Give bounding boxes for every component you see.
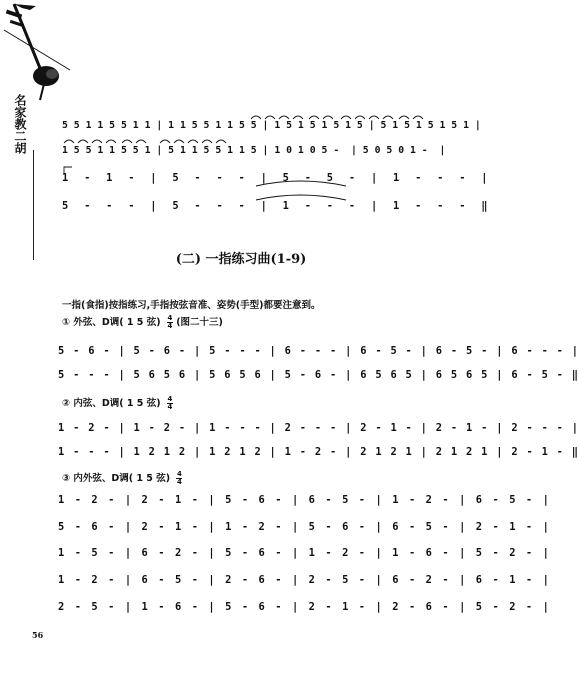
exercise-1-title: ① 外弦、D调( 1 5 弦)	[62, 317, 161, 328]
score-row-4: 5 - - - | 5 - - - | 1 - - - | 1 - - - ‖	[62, 200, 489, 212]
margin-rule	[33, 150, 34, 260]
exercise-3-label	[62, 470, 182, 486]
exercise-3-row-2: 5 - 6 - | 2 - 1 - | 1 - 2 - | 5 - 6 - | 6 - 5 - | 2 - 1 - |	[58, 521, 551, 533]
exercise-2-row-1: 1 - 2 - | 1 - 2 - | 1 - - - | 2 - - - | 2 - 1 - | 2 - 1 - | 2 - - - |	[58, 422, 579, 434]
section-heading: (二) 一指练习曲(1-9)	[175, 252, 307, 267]
exercise-3-row-1: 1 - 2 - | 2 - 1 - | 5 - 6 - | 6 - 5 - | 1 - 2 - | 6 - 5 - |	[58, 494, 551, 506]
figure-reference: (图二十三)	[176, 317, 223, 328]
score-row-2: 1 5 5 1 1 5 5 1 | 5 1 1 5 5 1 1 5 | 1 0 1 0 5 - | 5 0 5 0 1 - |	[62, 145, 446, 156]
exercise-2-label	[62, 395, 173, 411]
exercise-3-row-4: 1 - 2 - | 6 - 5 - | 2 - 6 - | 2 - 5 - | 6 - 2 - | 6 - 1 - |	[58, 574, 551, 586]
section-intro: 一指(食指)按指练习,手指按弦音准、姿势(手型)都要注意到。	[62, 300, 321, 311]
page-number: 56	[32, 630, 44, 640]
exercise-1-label	[62, 314, 223, 330]
time-signature: $\frac{4}{4}$	[167, 395, 173, 411]
time-signature: $\frac{4}{4}$	[176, 470, 182, 486]
exercise-3-title: ③ 内外弦、D调( 1 5 弦)	[62, 473, 171, 484]
book-title-vertical: 名家教二胡	[13, 94, 27, 154]
exercise-3-row-3: 1 - 5 - | 6 - 2 - | 5 - 6 - | 1 - 2 - | 1 - 6 - | 5 - 2 - |	[58, 547, 551, 559]
time-signature: $\frac{4}{4}$	[167, 314, 173, 330]
exercise-1-row-2: 5 - - - | 5 6 5 6 | 5 6 5 6 | 5 - 6 - | 6 5 6 5 | 6 5 6 5 | 6 - 5 - ‖	[58, 369, 579, 381]
exercise-2-row-2: 1 - - - | 1 2 1 2 | 1 2 1 2 | 1 - 2 - | 2 1 2 1 | 2 1 2 1 | 2 - 1 - ‖	[58, 446, 579, 458]
exercise-1-row-1: 5 - 6 - | 5 - 6 - | 5 - - - | 6 - - - | 6 - 5 - | 6 - 5 - | 6 - - - |	[58, 345, 579, 357]
score-row-1: 5 5 1 1 5 5 1 1 | 1 1 5 5 1 1 5 5 | 1 5 1 5 1 5 1 5 | 5 1 5 1 5 1 5 1 |	[62, 120, 481, 131]
exercise-3-row-5: 2 - 5 - | 1 - 6 - | 5 - 6 - | 2 - 1 - | 2 - 6 - | 5 - 2 - |	[58, 601, 551, 613]
exercise-2-title: ② 内弦、D调( 1 5 弦)	[62, 398, 161, 409]
score-row-3: 1 - 1 - | 5 - - - | 5 - 5 - | 1 - - - |	[62, 172, 489, 184]
